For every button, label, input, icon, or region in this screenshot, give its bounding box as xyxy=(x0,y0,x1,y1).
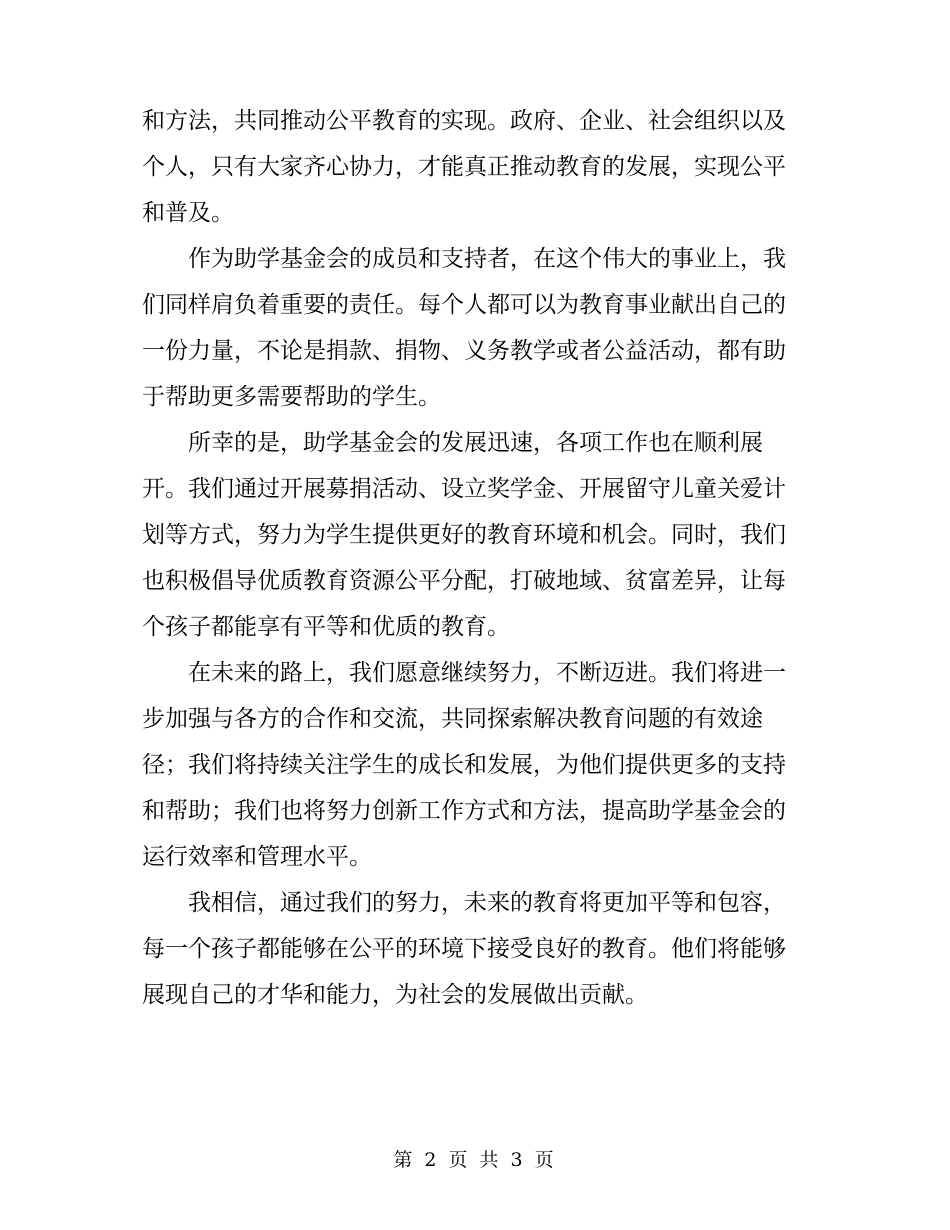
paragraph-3-line-3: 划等方式，努力为学生提供更好的教育环境和机会。同时，我们 xyxy=(142,522,786,548)
paragraph-1-line-2: 个人，只有大家齐心协力，才能真正推动教育的发展，实现公平 xyxy=(142,154,786,180)
paragraph-5-line-3: 展现自己的才华和能力，为社会的发展做出贡献。 xyxy=(142,982,648,1008)
paragraph-3-line-1: 所幸的是，助学基金会的发展迅速，各项工作也在顺利展 xyxy=(188,430,763,456)
paragraph-5-line-1: 我相信，通过我们的努力，未来的教育将更加平等和包容， xyxy=(188,890,786,916)
document-body xyxy=(142,98,802,1018)
paragraph-1-line-3: 和普及。 xyxy=(142,200,234,226)
paragraph-4-line-1: 在未来的路上，我们愿意继续努力，不断迈进。我们将进一 xyxy=(188,660,786,686)
paragraph-2-line-1: 作为助学基金会的成员和支持者，在这个伟大的事业上，我 xyxy=(188,246,786,272)
paragraph-3-line-4: 也积极倡导优质教育资源公平分配，打破地域、贫富差异，让每 xyxy=(142,568,786,594)
paragraph-3-line-2: 开。我们通过开展募捐活动、设立奖学金、开展留守儿童关爱计 xyxy=(142,476,786,502)
paragraph-4-line-3: 径；我们将持续关注学生的成长和发展，为他们提供更多的支持 xyxy=(142,752,786,778)
paragraph-5-line-2: 每一个孩子都能够在公平的环境下接受良好的教育。他们将能够 xyxy=(142,936,786,962)
paragraph-4-line-5: 运行效率和管理水平。 xyxy=(142,844,372,870)
page-number-footer: 第 2 页 共 3 页 xyxy=(393,1149,557,1171)
paragraph-4-line-4: 和帮助；我们也将努力创新工作方式和方法，提高助学基金会的 xyxy=(142,798,786,824)
paragraph-4-line-2: 步加强与各方的合作和交流，共同探索解决教育问题的有效途 xyxy=(142,706,763,732)
paragraph-1-line-1: 和方法，共同推动公平教育的实现。政府、企业、社会组织以及 xyxy=(142,108,786,134)
paragraph-3-line-5: 个孩子都能享有平等和优质的教育。 xyxy=(142,614,510,640)
paragraph-2-line-4: 于帮助更多需要帮助的学生。 xyxy=(142,384,441,410)
paragraph-2-line-2: 们同样肩负着重要的责任。每个人都可以为教育事业献出自己的 xyxy=(142,292,786,318)
paragraph-2-line-3: 一份力量，不论是捐款、捐物、义务教学或者公益活动，都有助 xyxy=(142,338,786,364)
